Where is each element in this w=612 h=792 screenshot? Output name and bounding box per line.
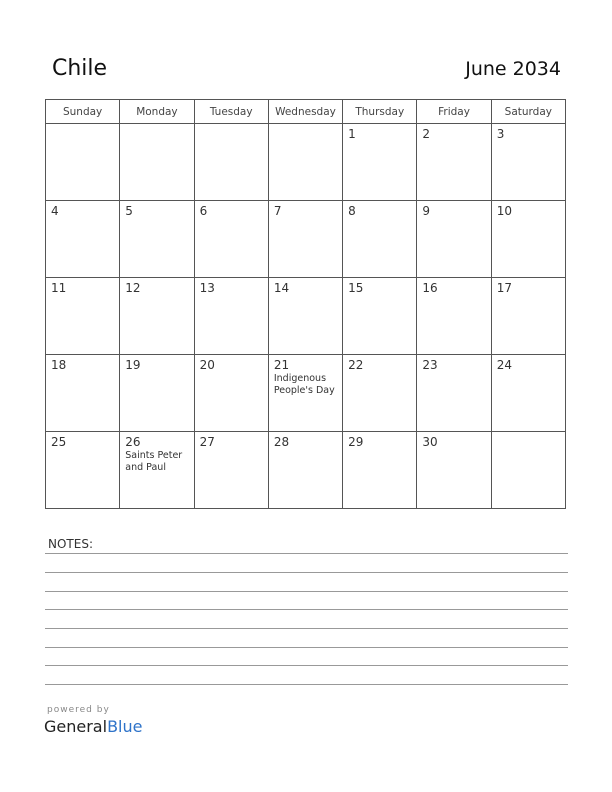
day-number: 12: [125, 281, 141, 295]
day-number: 27: [199, 435, 215, 449]
day-cell: [46, 201, 120, 278]
brand-blue: Blue: [107, 717, 143, 736]
day-cell: [194, 355, 268, 432]
day-cell: [268, 278, 342, 355]
generalblue-logo[interactable]: [44, 717, 142, 736]
day-cell: [343, 278, 417, 355]
calendar-body: [46, 124, 566, 509]
day-number: 30: [422, 435, 438, 449]
week-row: [46, 124, 566, 201]
brand-general: General: [44, 717, 108, 736]
day-number: 25: [51, 435, 67, 449]
weekday-monday: Monday: [120, 100, 194, 124]
week-row: [46, 278, 566, 355]
day-cell: [120, 355, 194, 432]
month-title: June 2034: [465, 58, 561, 80]
day-cell: [268, 355, 342, 432]
day-cell: [194, 201, 268, 278]
day-cell: [194, 124, 268, 201]
notes-line: [45, 665, 568, 666]
day-cell: [417, 124, 491, 201]
notes-line: [45, 609, 568, 610]
holiday-label: Indigenous People's Day: [273, 373, 335, 396]
day-number: 28: [273, 435, 290, 449]
day-cell: [491, 355, 565, 432]
calendar-grid: [45, 99, 566, 509]
day-number: 21: [273, 358, 290, 372]
day-number: 3: [496, 127, 505, 141]
day-number: 29: [348, 435, 364, 449]
day-number: 15: [348, 281, 364, 295]
week-row: [46, 432, 566, 509]
notes-line: [45, 591, 568, 592]
day-cell: [417, 432, 491, 509]
weekday-header-row: [46, 100, 566, 124]
day-cell: [46, 278, 120, 355]
day-number: 24: [496, 358, 512, 372]
day-number: 1: [348, 127, 356, 141]
day-cell: [491, 124, 565, 201]
day-number: 26: [125, 435, 141, 449]
day-cell: [194, 432, 268, 509]
day-number: 19: [125, 358, 141, 372]
day-cell: [343, 201, 417, 278]
country-title: Chile: [52, 56, 108, 81]
day-number: 20: [199, 358, 215, 372]
day-cell: [120, 278, 194, 355]
holiday-label: Saints Peter and Paul: [125, 450, 183, 473]
day-cell: [491, 278, 565, 355]
weekday-tuesday: Tuesday: [194, 100, 268, 124]
day-cell: [417, 278, 491, 355]
weekday-friday: Friday: [417, 100, 491, 124]
day-cell: [194, 278, 268, 355]
weekday-wednesday: Wednesday: [268, 100, 342, 124]
day-cell: [46, 432, 120, 509]
day-cell: [120, 201, 194, 278]
day-number: 22: [348, 358, 364, 372]
notes-line: [45, 553, 568, 554]
day-cell: [46, 355, 120, 432]
day-cell: [491, 201, 565, 278]
day-cell: [417, 201, 491, 278]
day-cell: [268, 124, 342, 201]
week-row: [46, 355, 566, 432]
day-number: 4: [51, 204, 59, 218]
day-cell: [343, 432, 417, 509]
day-number: 14: [273, 281, 290, 295]
day-cell: [343, 124, 417, 201]
day-number: 18: [51, 358, 67, 372]
day-number: 23: [422, 358, 438, 372]
day-number: 10: [496, 204, 512, 218]
day-number: 11: [51, 281, 67, 295]
day-number: 6: [199, 204, 208, 218]
day-cell: [120, 124, 194, 201]
day-number: 2: [422, 127, 431, 141]
day-cell: [417, 355, 491, 432]
weekday-saturday: Saturday: [491, 100, 565, 124]
week-row: [46, 201, 566, 278]
notes-line: [45, 628, 568, 629]
notes-line: [45, 647, 568, 648]
day-cell: [268, 201, 342, 278]
notes-label: NOTES:: [48, 537, 93, 551]
notes-line: [45, 572, 568, 573]
day-number: 7: [273, 204, 282, 218]
notes-line: [45, 684, 568, 685]
day-number: 13: [199, 281, 215, 295]
day-cell: [268, 432, 342, 509]
day-cell: [491, 432, 565, 509]
weekday-sunday: Sunday: [46, 100, 120, 124]
day-cell: [120, 432, 194, 509]
day-number: 16: [422, 281, 438, 295]
day-cell: [46, 124, 120, 201]
powered-by-text: powered by: [47, 705, 110, 715]
day-number: 17: [496, 281, 512, 295]
day-number: 8: [348, 204, 356, 218]
weekday-thursday: Thursday: [343, 100, 417, 124]
day-cell: [343, 355, 417, 432]
day-number: 5: [125, 204, 133, 218]
day-number: 9: [422, 204, 431, 218]
